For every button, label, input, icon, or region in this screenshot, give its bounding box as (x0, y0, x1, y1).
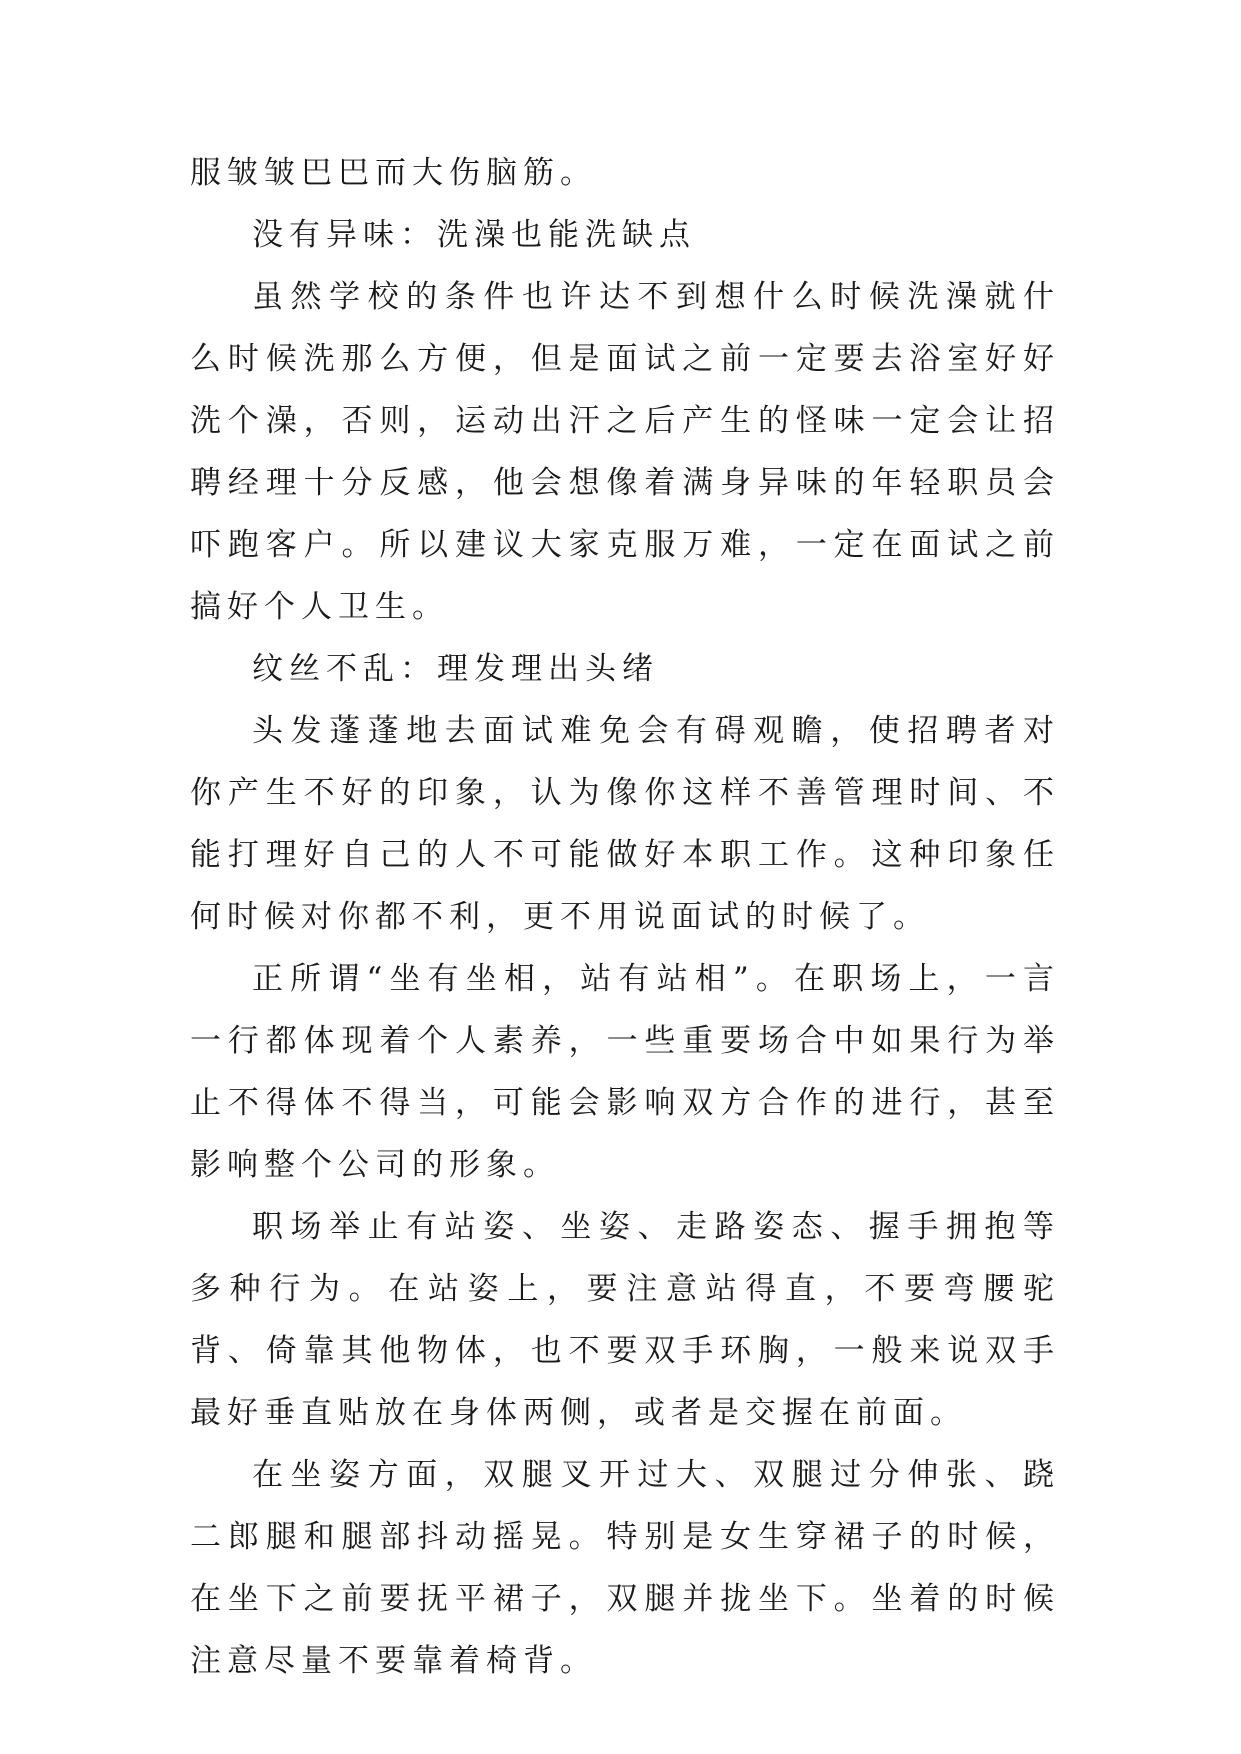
document-page (190, 142, 1060, 1692)
paragraph-2: 虽然学校的条件也许达不到想什么时候洗澡就什么时候洗那么方便，但是面试之前一定要去浴室好好洗个澡，否则，运动出汗之后产生的怪味一定会让招聘经理十分反感，他会想像着满身异味的年轻职员会吓跑客户。所以建议大家克服万难，一定在面试之前搞好个人卫生。 (190, 279, 1060, 625)
section-heading-haircut: 纹丝不乱：理发理出头绪 (252, 651, 659, 687)
paragraph-1: 服皱皱巴巴而大伤脑筋。 (190, 155, 597, 191)
paragraph-3: 头发蓬蓬地去面试难免会有碍观瞻，使招聘者对你产生不好的印象，认为像你这样不善管理时间、不能打理好自己的人不可能做好本职工作。这种印象任何时候对你都不利，更不用说面试的时候了。 (190, 713, 1060, 935)
paragraph-6: 在坐姿方面，双腿叉开过大、双腿过分伸张、跷二郎腿和腿部抖动摇晃。特别是女生穿裙子的时候，在坐下之前要抚平裙子，双腿并拢坐下。坐着的时候注意尽量不要靠着椅背。 (190, 1457, 1060, 1679)
section-heading-no-odor: 没有异味：洗澡也能洗缺点 (252, 217, 696, 253)
paragraph-4: 正所谓“坐有坐相，站有站相”。在职场上，一言一行都体现着个人素养，一些重要场合中如果行为举止不得体不得当，可能会影响双方合作的进行，甚至影响整个公司的形象。 (190, 961, 1060, 1183)
paragraph-5: 职场举止有站姿、坐姿、走路姿态、握手拥抱等多种行为。在站姿上，要注意站得直，不要弯腰驼背、倚靠其他物体，也不要双手环胸，一般来说双手最好垂直贴放在身体两侧，或者是交握在前面。 (190, 1209, 1060, 1431)
